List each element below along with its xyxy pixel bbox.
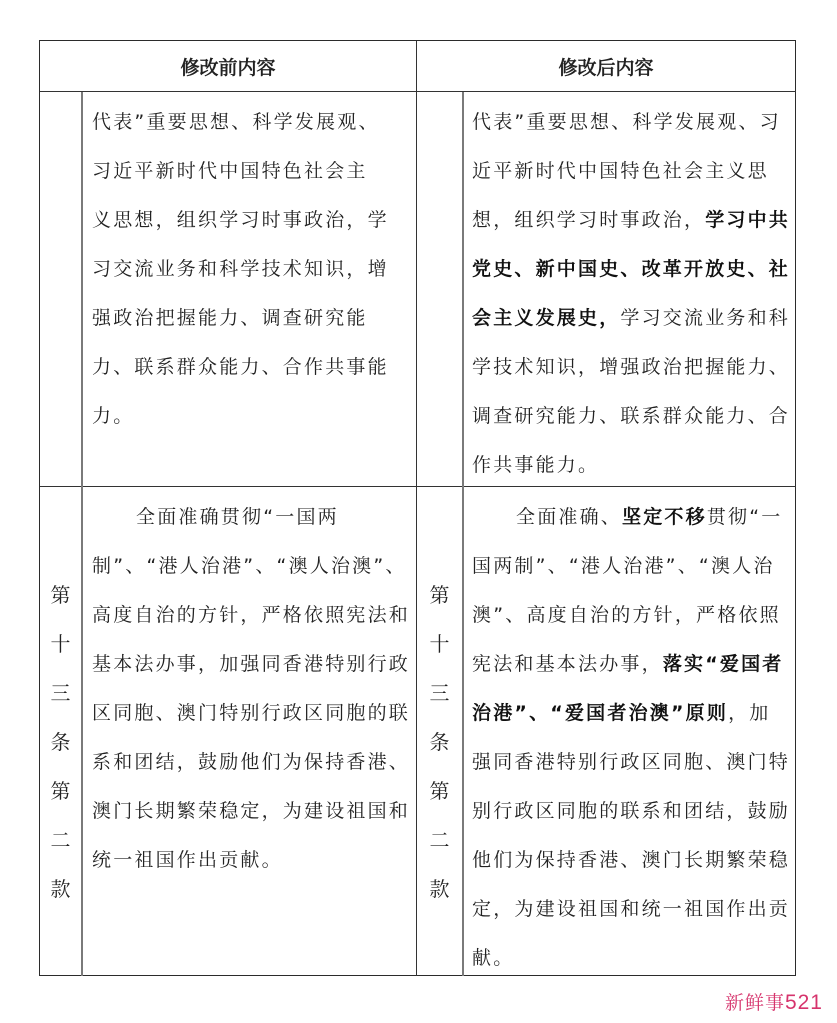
text-line: 强政治把握能力、调查研究能 [92, 307, 368, 329]
label-char: 条 [50, 730, 71, 754]
text-segment-added: 坚定不移 [622, 506, 707, 528]
text-segment-added: 落实“爱国者治港”、“爱国者治澳”原则 [472, 653, 784, 724]
label-divider-right [462, 92, 464, 976]
comparison-table [39, 40, 796, 976]
label-char: 款 [429, 877, 450, 901]
text-segment: 代表”重要思想、科学发展观、习近平新时代中国特色社会主义思想，组织学习时事政治， [472, 111, 781, 231]
text-segment: 全面准确贯彻“一国两制”、“港人治港”、“澳人治澳”、高度自治的方针，严格依照宪法和基本法办事，加强同香港特别行政区同胞、澳门特别行政区同胞的联系和团结，鼓励他们为保持香港、澳门长期繁荣稳定，为建设祖国和统一祖国作出贡献。 [92, 506, 411, 871]
label-char: 款 [50, 877, 71, 901]
text-segment: 学习交流业务和科学技术知识，增强政治把握能力、调查研究能力、联系群众能力、合作共事能力。 [472, 307, 791, 476]
text-line: 力。 [92, 405, 135, 427]
label-char: 三 [50, 681, 71, 705]
label-char: 十 [50, 632, 71, 656]
label-char: 第 [50, 583, 71, 607]
row2-label-before [40, 571, 81, 914]
row2-after-text [472, 493, 790, 983]
label-char: 第 [50, 779, 71, 803]
label-char: 第 [429, 779, 450, 803]
label-char: 二 [429, 828, 450, 852]
row2-before-text [92, 493, 414, 885]
text-line: 习交流业务和科学技术知识，增 [92, 258, 389, 280]
text-segment: 贯彻“一国两制”、“港人治港”、“澳人治澳”、高度自治的方针，严格依照宪法和基本法办事， [472, 506, 783, 675]
text-segment: 全面准确、 [516, 506, 623, 528]
row1-before-text [92, 98, 414, 441]
text-segment-added: 学习中共党史、新中国史、改革开放史、社会主义发展史， [472, 209, 791, 329]
label-char: 条 [429, 730, 450, 754]
text-line: 习近平新时代中国特色社会主 [92, 160, 368, 182]
watermark-number: 521 [784, 991, 823, 1014]
label-char: 十 [429, 632, 450, 656]
row2-label-after [417, 571, 462, 914]
text-line: 代表”重要思想、科学发展观、 [92, 111, 380, 133]
label-divider-left [81, 92, 83, 976]
watermark-text: 新鲜事 [724, 992, 785, 1014]
label-char: 二 [50, 828, 71, 852]
text-line: 义思想，组织学习时事政治，学 [92, 209, 389, 231]
text-line: 力、联系群众能力、合作共事能 [92, 356, 389, 378]
text-segment: ，加强同香港特别行政区同胞、澳门特别行政区同胞的联系和团结，鼓励他们为保持香港、澳门长期繁荣稳定，为建设祖国和统一祖国作出贡献。 [472, 702, 791, 969]
row1-after-text [472, 98, 790, 490]
watermark [725, 988, 823, 1015]
label-char: 三 [429, 681, 450, 705]
label-char: 第 [429, 583, 450, 607]
header-before: 修改前内容 [180, 56, 276, 79]
header-divider [40, 91, 796, 92]
header-after: 修改后内容 [558, 56, 654, 79]
